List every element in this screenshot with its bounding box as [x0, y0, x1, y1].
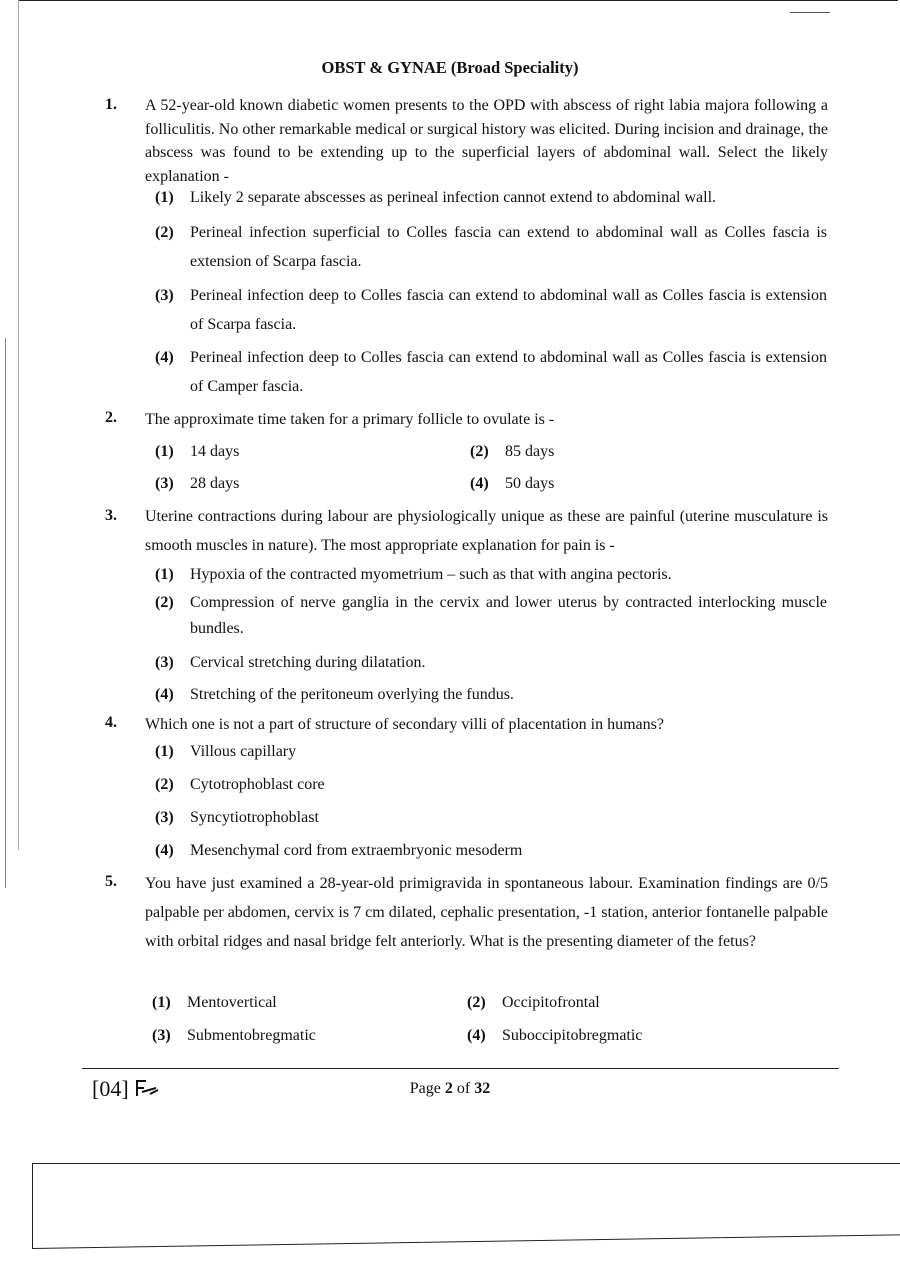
left-margin-line-2 — [18, 0, 19, 850]
question-number: 5. — [105, 873, 117, 890]
option-text: 14 days — [190, 443, 240, 460]
option-number: (2) — [155, 594, 174, 611]
option-text: Occipitofrontal — [502, 994, 600, 1011]
bottom-box-left — [32, 1163, 33, 1249]
option-text: 50 days — [505, 475, 555, 492]
option-number: (4) — [155, 349, 174, 366]
option-number: (2) — [470, 443, 489, 460]
option[interactable] — [155, 680, 827, 709]
option[interactable] — [155, 560, 827, 589]
option[interactable] — [155, 770, 827, 799]
option-text: Cervical stretching during dilatation. — [190, 654, 426, 671]
page-prefix: Page — [409, 1080, 445, 1097]
question-number: 2. — [105, 409, 117, 426]
option[interactable] — [152, 1021, 316, 1050]
option-text: Perineal infection deep to Colles fascia can extend to abdominal wall as Colles fascia is extension of Scarpa fascia. — [190, 287, 827, 333]
option-text: Suboccipitobregmatic — [502, 1027, 643, 1044]
option-text: Perineal infection deep to Colles fascia can extend to abdominal wall as Colles fascia is extension of Camper fascia. — [190, 349, 827, 395]
option-text: Villous capillary — [190, 743, 297, 760]
question-number: 4. — [105, 714, 117, 731]
page-number: 2 — [444, 1080, 453, 1097]
option[interactable] — [155, 836, 827, 865]
top-scan-mark — [790, 12, 830, 13]
option[interactable] — [155, 218, 827, 276]
option-number: (1) — [155, 566, 174, 583]
option[interactable] — [152, 988, 277, 1017]
option-text: Mentovertical — [187, 994, 277, 1011]
option-number: (3) — [155, 287, 174, 304]
option-text: Compression of nerve ganglia in the cervix and lower uterus by contracted interlocking muscle bundles. — [190, 594, 827, 637]
option-text: Submentobregmatic — [187, 1027, 316, 1044]
option[interactable] — [155, 803, 827, 832]
question-number: 3. — [105, 507, 117, 524]
question-text: The approximate time taken for a primary follicle to ovulate is - — [145, 411, 555, 428]
bottom-box-top — [32, 1163, 900, 1164]
option[interactable] — [467, 988, 600, 1017]
page-total: 32 — [474, 1080, 491, 1097]
option-text: 85 days — [505, 443, 555, 460]
option-number: (4) — [467, 1027, 486, 1044]
booklet-code-text: [04] — [92, 1076, 129, 1101]
page-of: of — [452, 1080, 475, 1097]
top-border-line — [18, 0, 898, 1]
option-number: (4) — [155, 842, 174, 859]
option-number: (2) — [155, 776, 174, 793]
option-text: Syncytiotrophoblast — [190, 809, 319, 826]
option-number: (2) — [155, 224, 174, 241]
option-number: (3) — [155, 809, 174, 826]
option[interactable] — [155, 469, 239, 498]
option-text: Hypoxia of the contracted myometrium – such as that with angina pectoris. — [190, 566, 672, 583]
option-number: (2) — [467, 994, 486, 1011]
bottom-box-bottom — [32, 1234, 900, 1249]
option[interactable] — [155, 343, 827, 401]
option[interactable] — [470, 437, 554, 466]
option-text: Stretching of the peritoneum overlying the fundus. — [190, 686, 514, 703]
option-number: (1) — [155, 743, 174, 760]
section-title: OBST & GYNAE (Broad Speciality) — [321, 58, 579, 77]
option-number: (3) — [155, 475, 174, 492]
option[interactable] — [155, 648, 827, 677]
left-margin-line — [5, 338, 6, 888]
option[interactable] — [155, 590, 827, 642]
option-number: (4) — [470, 475, 489, 492]
option[interactable] — [155, 737, 827, 766]
question-text: Uterine contractions during labour are physiologically unique as these are painful (uterine musculature is smooth muscles in nature). The most appropriate explanation for pain is - — [145, 508, 828, 554]
option-text: 28 days — [190, 475, 240, 492]
option[interactable] — [470, 469, 554, 498]
footer-divider — [82, 1068, 839, 1069]
question-number: 1. — [105, 96, 117, 113]
option-text: Mesenchymal cord from extraembryonic mesoderm — [190, 842, 523, 859]
question-text: Which one is not a part of structure of secondary villi of placentation in humans? — [145, 716, 664, 733]
option-text: Likely 2 separate abscesses as perineal infection cannot extend to abdominal wall. — [190, 189, 717, 206]
question-text: A 52-year-old known diabetic women presents to the OPD with abscess of right labia majora following a folliculitis. No other remarkable medical or surgical history was elicited. During incision and drainage, the abscess was found to be extending up to the superficial layers of abdominal wall. Select the likely explanation - — [145, 97, 828, 185]
option-number: (3) — [155, 654, 174, 671]
option-number: (4) — [155, 686, 174, 703]
option-number: (1) — [152, 994, 171, 1011]
option[interactable] — [155, 183, 827, 212]
page-indicator — [0, 1080, 900, 1098]
option[interactable] — [467, 1021, 642, 1050]
option[interactable] — [155, 281, 827, 339]
option-text: Perineal infection superficial to Colles fascia can extend to abdominal wall as Colles fascia is extension of Scarpa fascia. — [190, 224, 827, 270]
question-text: You have just examined a 28-year-old primigravida in spontaneous labour. Examination findings are 0/5 palpable per abdomen, cervix is 7 cm dilated, cephalic presentation, -1 station, anterior fontanelle palpable with orbital ridges and nasal bridge felt anteriorly. What is the presenting diameter of the fetus? — [145, 875, 828, 950]
option-text: Cytotrophoblast core — [190, 776, 325, 793]
option-number: (1) — [155, 189, 174, 206]
option-number: (1) — [155, 443, 174, 460]
option[interactable] — [155, 437, 239, 466]
option-number: (3) — [152, 1027, 171, 1044]
